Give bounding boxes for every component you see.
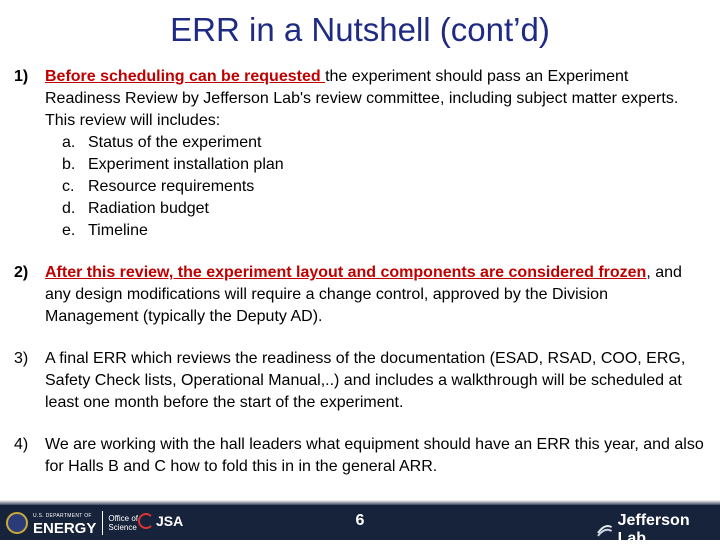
sub-item-a: a. Status of the experiment bbox=[62, 134, 262, 151]
item-text: , and any design modifications will require a change control, approved by the Division Management (typically the Deputy AD). bbox=[45, 264, 682, 325]
item-text: We are working with the hall leaders what equipment should have an ERR this year, and also for Halls B and C how to fold this in in the general ARR. bbox=[45, 436, 704, 475]
sub-item-b: b. Experiment installation plan bbox=[62, 156, 284, 173]
slide-title: ERR in a Nutshell (cont’d) bbox=[170, 11, 550, 48]
office-of-science: Office of Science bbox=[108, 514, 139, 532]
jsa-logo: JSA bbox=[138, 513, 183, 529]
slide-body bbox=[14, 66, 704, 478]
sub-item-c: c. Resource requirements bbox=[62, 178, 255, 195]
slide-number: 6 bbox=[355, 512, 365, 529]
jefferson-lab-logo: Jefferson Lab bbox=[596, 512, 720, 548]
item-number: 1) bbox=[14, 68, 29, 85]
item-text: the experiment should pass an Experiment Readiness Review by Jefferson Lab's review committee, including subject matter experts. This review will includes: bbox=[45, 68, 679, 129]
list-item-1 bbox=[14, 66, 704, 132]
item-highlight: After this review, the experiment layout and components are considered frozen bbox=[45, 264, 647, 281]
list-item-3 bbox=[14, 348, 704, 414]
item-number: 2) bbox=[14, 264, 29, 281]
sub-item-e: e. Timeline bbox=[62, 222, 148, 239]
doe-seal-icon bbox=[6, 512, 28, 534]
doe-logo: U.S. DEPARTMENT OF ENERGY Office of Science bbox=[6, 510, 138, 536]
item-number: 4) bbox=[14, 436, 29, 453]
list-item-4 bbox=[14, 434, 704, 478]
item-text: A final ERR which reviews the readiness of the documentation (ESAD, RSAD, COO, ERG, Safety Check lists, Operational Manual,..) and includes a walkthrough will be scheduled at least one month before the start of the experiment. bbox=[45, 350, 686, 411]
item-highlight: Before scheduling can be requested bbox=[45, 68, 326, 85]
sub-item-d: d. Radiation budget bbox=[62, 200, 209, 217]
list-item-2 bbox=[14, 262, 704, 328]
item-number: 3) bbox=[14, 350, 29, 367]
jsa-swoosh-icon bbox=[138, 513, 154, 529]
jlab-mark-icon bbox=[596, 521, 614, 539]
